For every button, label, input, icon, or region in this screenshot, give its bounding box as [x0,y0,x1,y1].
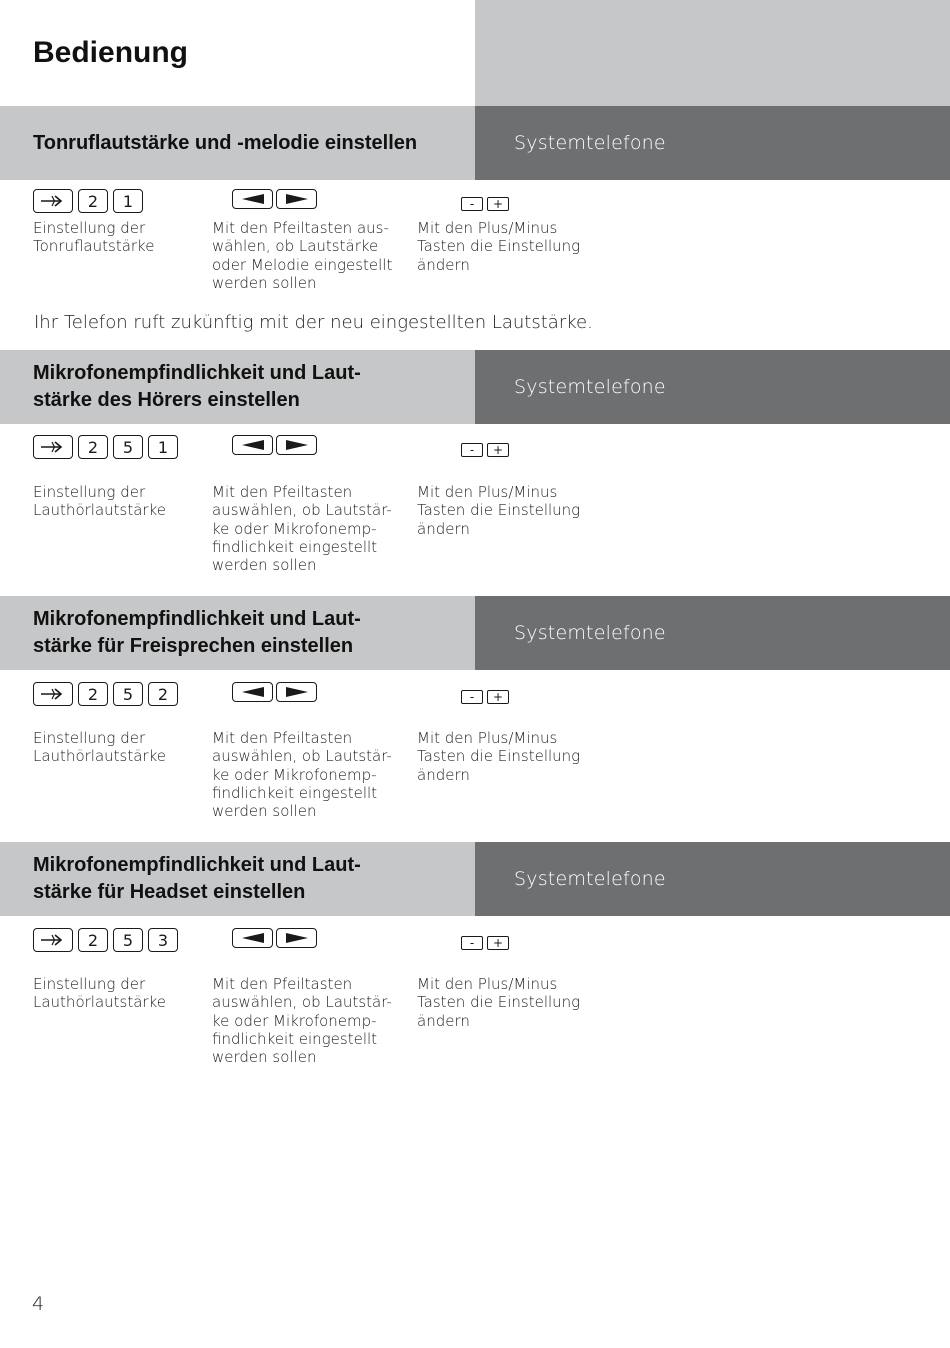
digit-key: 2 [78,682,108,706]
arrow-keys [232,435,317,455]
key-sequence [33,435,178,459]
arrow-right-key-icon [33,189,73,213]
arrow-keys-description: Mit den Pfeiltasten aus- wählen, ob Lautstärke oder Melodie eingestellt werden sollen [212,219,393,292]
right-arrow-key-icon [276,435,317,455]
plus-key-icon: + [487,690,509,704]
page-title: Bedienung [33,36,188,69]
left-arrow-key-icon [232,928,273,948]
key-sequence [33,682,178,706]
plus-minus-keys [461,197,509,211]
plus-key-icon: + [487,936,509,950]
arrow-right-key-icon [33,435,73,459]
arrow-keys-description: Mit den Pfeiltasten auswählen, ob Lautstär- ke oder Mikrofonemp- findlichkeit eingestellt werden sollen [212,483,392,575]
section-title: Mikrofonempfindlichkeit und Laut- stärke für Freisprechen einstellen [33,608,361,657]
section-header-tag-box [475,596,950,670]
arrow-right-key-icon [33,928,73,952]
section-header-tag-box [475,106,950,180]
arrow-right-key-icon [33,682,73,706]
result-text: Ihr Telefon ruft zukünftig mit der neu eingestellten Lautstärke. [34,312,593,333]
section-header [0,842,950,916]
plus-key-icon: + [487,197,509,211]
top-right-block [475,0,950,106]
plus-minus-keys [461,690,509,704]
key-sequence-row [0,682,950,712]
digit-key: 2 [78,928,108,952]
section-tag: Systemtelefone [514,132,666,154]
plus-key-icon: + [487,443,509,457]
section-header [0,596,950,670]
right-arrow-key-icon [276,682,317,702]
digit-key: 1 [113,189,143,213]
digit-key: 3 [148,928,178,952]
plus-minus-description: Mit den Plus/Minus Tasten die Einstellung ändern [417,729,581,784]
plus-minus-description: Mit den Plus/Minus Tasten die Einstellung ändern [417,219,581,274]
key-sequence-row [0,928,950,958]
section-header-title-box [0,350,475,424]
section-header-tag-box [475,350,950,424]
digit-key: 2 [78,435,108,459]
setting-description: Einstellung der Tonruflautstärke [33,219,155,256]
digit-key: 5 [113,928,143,952]
digit-key: 2 [78,189,108,213]
setting-description: Einstellung der Lauthörlautstärke [33,729,166,766]
left-arrow-key-icon [232,189,273,209]
setting-description: Einstellung der Lauthörlautstärke [33,483,166,520]
key-sequence [33,928,178,952]
section-title: Mikrofonempfindlichkeit und Laut- stärke des Hörers einstellen [33,362,361,411]
plus-minus-description: Mit den Plus/Minus Tasten die Einstellung ändern [417,483,581,538]
section-header [0,350,950,424]
minus-key-icon: - [461,443,483,457]
plus-minus-keys [461,936,509,950]
minus-key-icon: - [461,197,483,211]
key-sequence [33,189,143,213]
section-header [0,106,950,180]
section-tag: Systemtelefone [514,868,666,890]
arrow-keys [232,682,317,702]
key-sequence-row [0,435,950,465]
section-header-title-box [0,106,475,180]
left-arrow-key-icon [232,435,273,455]
section-tag: Systemtelefone [514,622,666,644]
section-header-title-box [0,842,475,916]
right-arrow-key-icon [276,189,317,209]
arrow-keys-description: Mit den Pfeiltasten auswählen, ob Lautstär- ke oder Mikrofonemp- findlichkeit eingestellt werden sollen [212,975,392,1067]
digit-key: 5 [113,435,143,459]
digit-key: 5 [113,682,143,706]
section-title: Tonruflautstärke und -melodie einstellen [33,131,418,154]
arrow-keys-description: Mit den Pfeiltasten auswählen, ob Lautstär- ke oder Mikrofonemp- findlichkeit eingestellt werden sollen [212,729,392,821]
setting-description: Einstellung der Lauthörlautstärke [33,975,166,1012]
section-header-title-box [0,596,475,670]
arrow-keys [232,189,317,209]
key-sequence-row [0,189,950,219]
arrow-keys [232,928,317,948]
minus-key-icon: - [461,936,483,950]
minus-key-icon: - [461,690,483,704]
page-number: 4 [32,1293,45,1315]
plus-minus-description: Mit den Plus/Minus Tasten die Einstellung ändern [417,975,581,1030]
section-header-tag-box [475,842,950,916]
digit-key: 2 [148,682,178,706]
left-arrow-key-icon [232,682,273,702]
right-arrow-key-icon [276,928,317,948]
section-title: Mikrofonempfindlichkeit und Laut- stärke für Headset einstellen [33,854,361,903]
digit-key: 1 [148,435,178,459]
section-tag: Systemtelefone [514,376,666,398]
plus-minus-keys [461,443,509,457]
